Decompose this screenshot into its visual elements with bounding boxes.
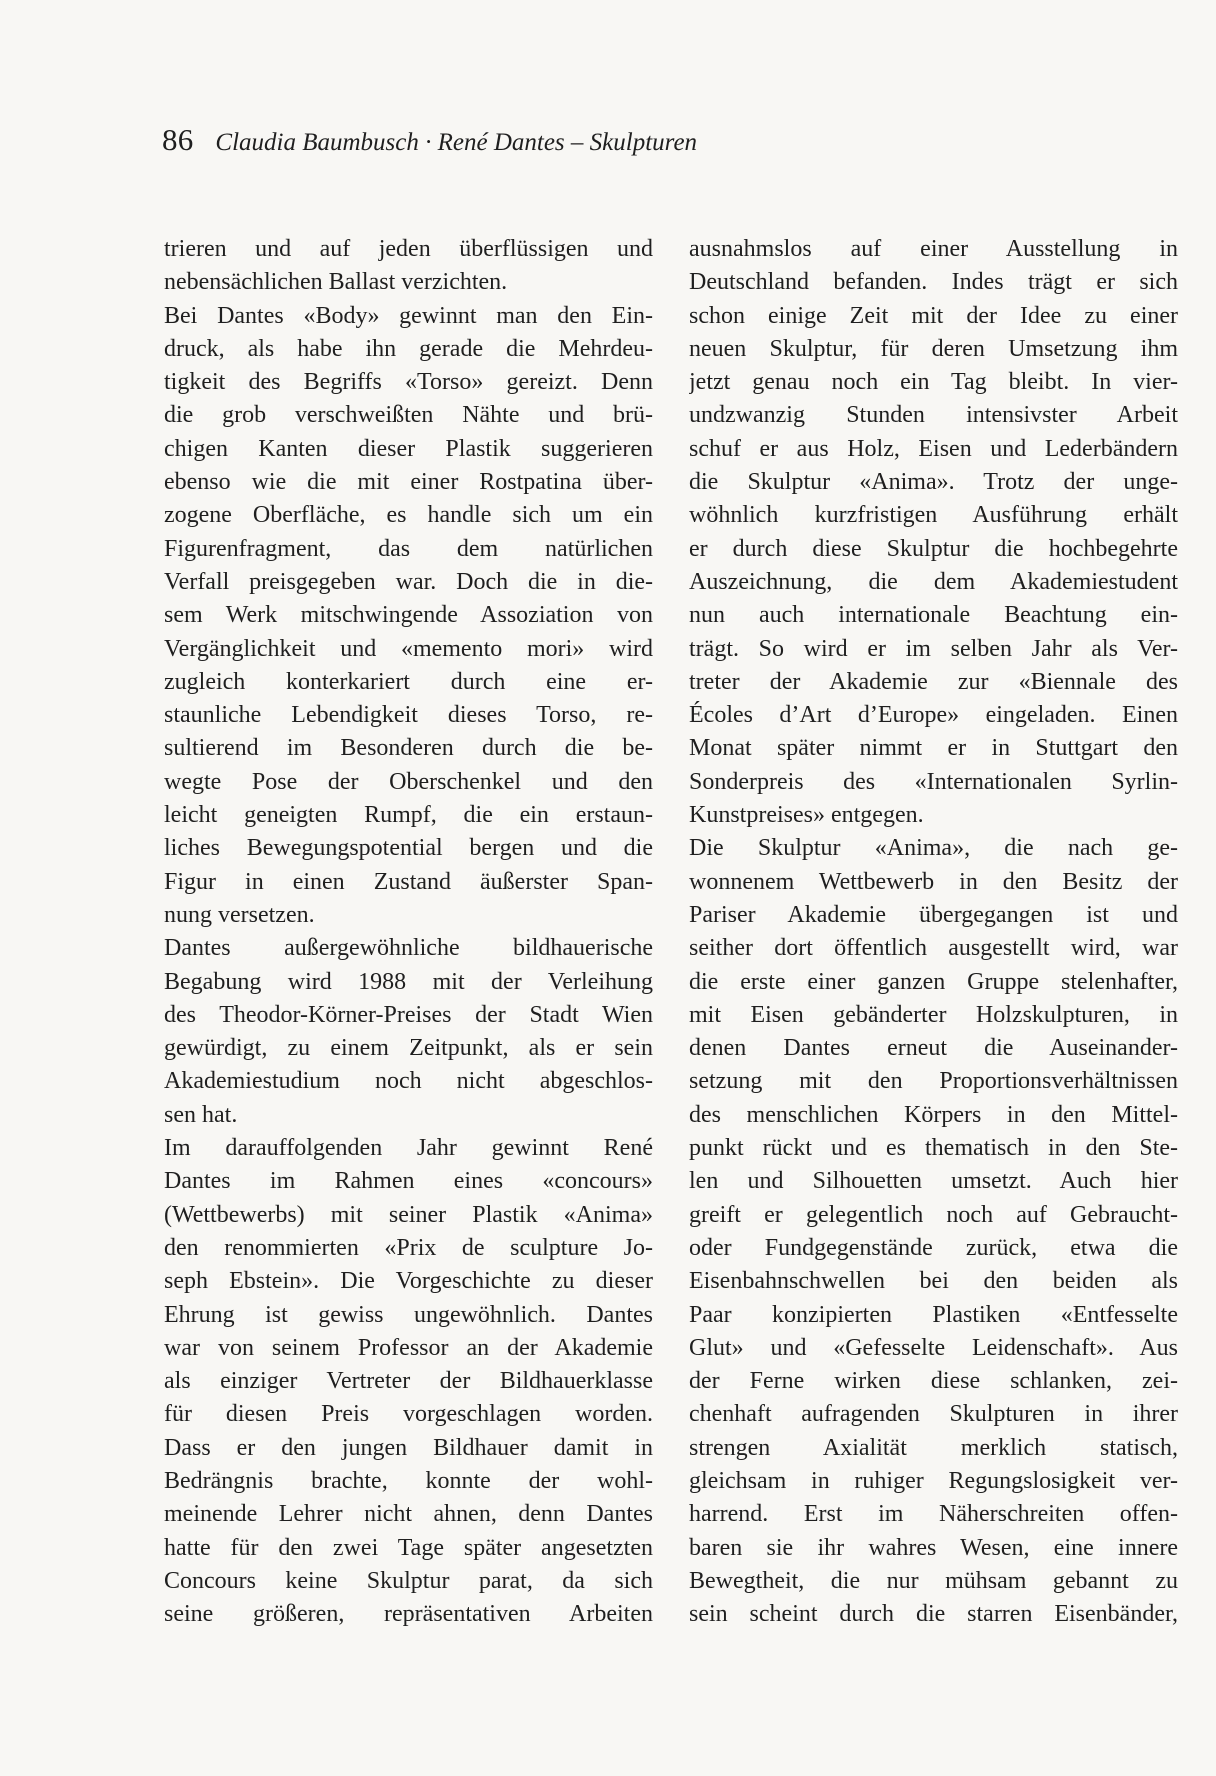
- text-line: zugleich konterkariert durch eine er-: [164, 668, 653, 695]
- text-line: Kunstpreises» entgegen.: [689, 802, 924, 829]
- text-line: ausnahmslos auf einer Ausstellung in: [689, 236, 1178, 262]
- text-line: Vergänglichkeit und «memento mori» wird: [164, 635, 653, 662]
- text-line: hatte für den zwei Tage später angesetzten: [164, 1534, 653, 1561]
- text-line: zogene Oberfläche, es handle sich um ein: [164, 502, 653, 529]
- text-line: sen hat.: [164, 1101, 238, 1128]
- text-line: nung versetzen.: [164, 901, 315, 928]
- text-line: oder Fundgegenstände zurück, etwa die: [689, 1234, 1178, 1261]
- text-line: die Skulptur «Anima». Trotz der unge-: [689, 469, 1178, 496]
- text-line: schon einige Zeit mit der Idee zu einer: [689, 302, 1178, 329]
- text-line: Dantes außergewöhnliche bildhauerische: [164, 935, 653, 962]
- text-line: seither dort öffentlich ausgestellt wird, war: [689, 935, 1178, 962]
- text-line: gleichsam in ruhiger Regungslosigkeit ver-: [689, 1467, 1178, 1494]
- text-line: staunliche Lebendigkeit dieses Torso, re-: [164, 702, 653, 729]
- text-line: des Theodor-Körner-Preises der Stadt Wien: [164, 1001, 653, 1028]
- text-line: Auszeichnung, die dem Akademiestudent: [689, 568, 1178, 595]
- text-line: sem Werk mitschwingende Assoziation von: [164, 602, 653, 629]
- text-line: Figur in einen Zustand äußerster Span-: [164, 868, 653, 895]
- text-line: seine größeren, repräsentativen Arbeiten: [164, 1601, 653, 1628]
- text-line: trägt. So wird er im selben Jahr als Ver-: [689, 635, 1178, 662]
- text-line: den renommierten «Prix de sculpture Jo-: [164, 1234, 653, 1261]
- text-line: wegte Pose der Oberschenkel und den: [164, 768, 653, 795]
- text-line: Glut» und «Gefesselte Leidenschaft». Aus: [689, 1334, 1178, 1361]
- text-line: der Ferne wirken diese schlanken, zei-: [689, 1368, 1178, 1395]
- text-line: des menschlichen Körpers in den Mittel-: [689, 1101, 1178, 1128]
- text-line: denen Dantes erneut die Auseinander-: [689, 1035, 1178, 1062]
- right-text-column: [689, 233, 1178, 1643]
- text-line: die erste einer ganzen Gruppe stelenhafter,: [689, 968, 1178, 995]
- left-text-column: [164, 233, 653, 1643]
- text-line: Eisenbahnschwellen bei den beiden als: [689, 1268, 1178, 1295]
- text-line: Bei Dantes «Body» gewinnt man den Ein-: [164, 302, 653, 329]
- text-line: leicht geneigten Rumpf, die ein erstaun-: [164, 802, 653, 829]
- text-line: Ehrung ist gewiss ungewöhnlich. Dantes: [164, 1301, 653, 1328]
- text-line: Dantes im Rahmen eines «concours»: [164, 1168, 653, 1195]
- text-line: len und Silhouetten umsetzt. Auch hier: [689, 1168, 1178, 1195]
- text-line: mit Eisen gebänderter Holzskulpturen, in: [689, 1001, 1178, 1028]
- text-line: setzung mit den Proportionsverhältnissen: [689, 1068, 1178, 1095]
- text-line: Akademiestudium noch nicht abgeschlos-: [164, 1068, 653, 1095]
- text-line: Monat später nimmt er in Stuttgart den: [689, 735, 1178, 762]
- page-number: 86: [162, 122, 194, 157]
- text-line: für diesen Preis vorgeschlagen worden.: [164, 1401, 653, 1428]
- text-line: greift er gelegentlich noch auf Gebraucht-: [689, 1201, 1178, 1228]
- text-line: Pariser Akademie übergegangen ist und: [689, 901, 1178, 928]
- text-line: harrend. Erst im Näherschreiten offen-: [689, 1501, 1178, 1528]
- text-line: Paar konzipierten Plastiken «Entfesselte: [689, 1301, 1178, 1328]
- text-line: treter der Akademie zur «Biennale des: [689, 668, 1178, 695]
- page-header: [162, 122, 1062, 172]
- text-line: trieren und auf jeden überflüssigen und: [164, 236, 653, 262]
- text-line: Sonderpreis des «Internationalen Syrlin-: [689, 768, 1178, 795]
- text-line: strengen Axialität merklich statisch,: [689, 1434, 1178, 1461]
- text-line: ebenso wie die mit einer Rostpatina über-: [164, 469, 653, 496]
- text-line: die grob verschweißten Nähte und brü-: [164, 402, 653, 429]
- text-line: chigen Kanten dieser Plastik suggerieren: [164, 435, 653, 462]
- text-line: chenhaft aufragenden Skulpturen in ihrer: [689, 1401, 1178, 1428]
- text-line: baren sie ihr wahres Wesen, eine innere: [689, 1534, 1178, 1561]
- text-line: druck, als habe ihn gerade die Mehrdeu-: [164, 335, 653, 362]
- text-line: Deutschland befanden. Indes trägt er sich: [689, 269, 1178, 296]
- text-line: schuf er aus Holz, Eisen und Lederbändern: [689, 435, 1178, 462]
- text-line: tigkeit des Begriffs «Torso» gereizt. Denn: [164, 369, 653, 396]
- text-line: Begabung wird 1988 mit der Verleihung: [164, 968, 653, 995]
- text-line: sultierend im Besonderen durch die be-: [164, 735, 653, 762]
- text-line: Écoles d’Art d’Europe» eingeladen. Einen: [689, 702, 1178, 729]
- text-line: Dass er den jungen Bildhauer damit in: [164, 1434, 653, 1461]
- text-line: wöhnlich kurzfristigen Ausführung erhält: [689, 502, 1178, 529]
- text-line: Bedrängnis brachte, konnte der wohl-: [164, 1467, 653, 1494]
- text-line: (Wettbewerbs) mit seiner Plastik «Anima»: [164, 1201, 653, 1228]
- text-line: Concours keine Skulptur parat, da sich: [164, 1567, 653, 1594]
- text-line: meinende Lehrer nicht ahnen, denn Dantes: [164, 1501, 653, 1528]
- text-line: er durch diese Skulptur die hochbegehrte: [689, 535, 1178, 562]
- text-line: seph Ebstein». Die Vorgeschichte zu dieser: [164, 1268, 653, 1295]
- text-line: liches Bewegungspotential bergen und die: [164, 835, 653, 862]
- text-line: Die Skulptur «Anima», die nach ge-: [689, 835, 1178, 862]
- text-line: jetzt genau noch ein Tag bleibt. In vier-: [689, 369, 1178, 396]
- text-line: Im darauffolgenden Jahr gewinnt René: [164, 1135, 653, 1162]
- text-line: war von seinem Professor an der Akademie: [164, 1334, 653, 1361]
- text-line: Verfall preisgegeben war. Doch die in die-: [164, 568, 653, 595]
- text-line: wonnenem Wettbewerb in den Besitz der: [689, 868, 1178, 895]
- text-line: gewürdigt, zu einem Zeitpunkt, als er sein: [164, 1035, 653, 1062]
- text-line: Figurenfragment, das dem natürlichen: [164, 535, 653, 562]
- text-line: punkt rückt und es thematisch in den Ste-: [689, 1135, 1178, 1162]
- text-line: Bewegtheit, die nur mühsam gebannt zu: [689, 1567, 1178, 1594]
- text-line: nun auch internationale Beachtung ein-: [689, 602, 1178, 629]
- text-line: nebensächlichen Ballast verzichten.: [164, 269, 508, 296]
- text-line: sein scheint durch die starren Eisenbänder,: [689, 1601, 1178, 1628]
- text-line: neuen Skulptur, für deren Umsetzung ihm: [689, 335, 1178, 362]
- text-line: undzwanzig Stunden intensivster Arbeit: [689, 402, 1178, 429]
- text-line: als einziger Vertreter der Bildhauerklasse: [164, 1368, 653, 1395]
- running-head: Claudia Baumbusch · René Dantes – Skulpturen: [215, 129, 698, 156]
